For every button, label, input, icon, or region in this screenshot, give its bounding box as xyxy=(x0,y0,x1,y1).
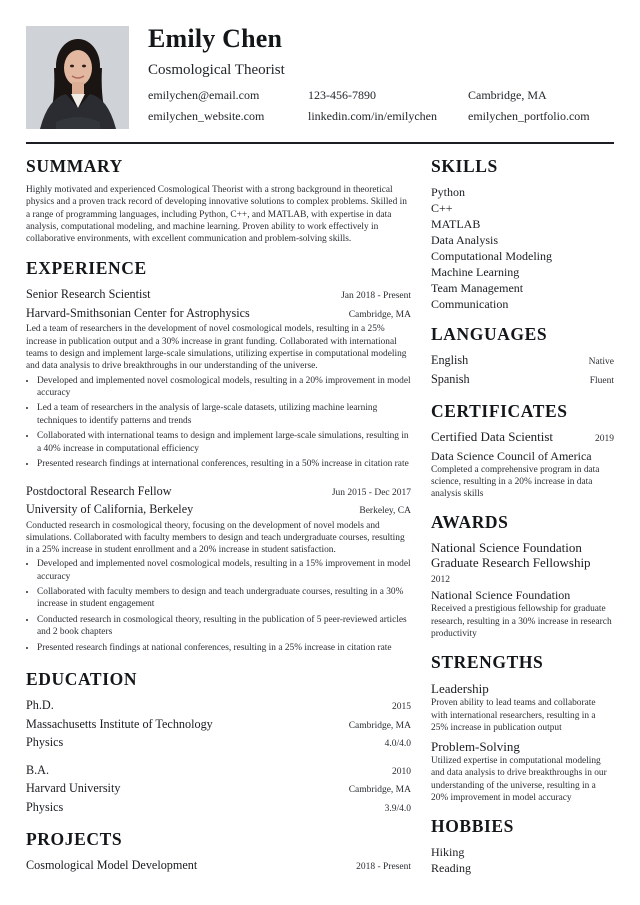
contact-phone[interactable]: 123-456-7890 xyxy=(308,88,376,102)
contact-portfolio[interactable]: emilychen_portfolio.com xyxy=(468,109,590,123)
award-issuer: National Science Foundation xyxy=(431,588,571,603)
language-name: English xyxy=(431,353,469,367)
contact-location: Cambridge, MA xyxy=(468,88,547,102)
list-item: MATLAB xyxy=(431,217,481,231)
list-item: • Conducted research in cosmological theory, resulting in the publication of 5 peer-reviewed articles and 2 book chapters xyxy=(37,614,411,639)
language-level: Fluent xyxy=(589,375,614,386)
experience-section xyxy=(26,256,411,654)
list-item: C++ xyxy=(431,201,453,215)
summary-section xyxy=(26,154,411,245)
award-year: 2012 xyxy=(431,575,450,586)
list-item: Communication xyxy=(431,297,509,311)
gpa: 4.0/4.0 xyxy=(384,739,411,750)
job-dates: Jan 2018 - Present xyxy=(341,291,411,302)
job-dates: Jun 2015 - Dec 2017 xyxy=(331,487,411,498)
summary-text: Highly motivated and experienced Cosmological Theorist with a strong background in theoretical physics and a proven track record of developing innovative solutions to complex problems. Skilled in a range of programming languages, including Python, C++, and MATLAB, with expertise in data analysis, computational modeling, and machine learning. Proven ability to work effectively in collaborative environments, with excellent communication and problem-solving skills. xyxy=(26,185,407,245)
list-item: Machine Learning xyxy=(431,265,520,279)
certificate-year: 2019 xyxy=(595,434,614,444)
field-of-study: Physics xyxy=(26,735,64,750)
education-entry xyxy=(26,697,411,753)
list-item: • Presented research findings at national conferences, resulting in a 25% increase in citation rate xyxy=(37,642,411,654)
candidate-role: Cosmological Theorist xyxy=(148,62,285,78)
list-item: Reading xyxy=(431,861,471,876)
certificate-name: Certified Data Scientist xyxy=(431,429,554,444)
field-of-study: Physics xyxy=(26,799,64,814)
list-item: • Led a team of researchers in the analysis of large-scale datasets, utilizing machine learning techniques to identify patterns and trends xyxy=(37,402,411,427)
job-position: Postdoctoral Research Fellow xyxy=(26,483,172,498)
candidate-name: Emily Chen xyxy=(148,24,283,53)
certificate-issuer: Data Science Council of America xyxy=(431,448,592,463)
project-dates: 2018 - Present xyxy=(356,862,411,873)
job-description: Conducted research in cosmological theory, focusing on the development of novel models and simulations. Collaborated with faculty members to design and teach undergraduate courses, resulting in a 25% increase in student enrollment and a 20% increase in student satisfaction. xyxy=(26,520,405,556)
list-item: Computational Modeling xyxy=(431,249,552,263)
job-location: Cambridge, MA xyxy=(348,309,411,320)
section-title: CERTIFICATES xyxy=(431,401,568,421)
job-location: Berkeley, CA xyxy=(359,506,411,516)
graduation-year: 2010 xyxy=(392,766,411,777)
list-item: Hiking xyxy=(431,845,465,860)
language-name: Spanish xyxy=(431,371,470,386)
job-bullets xyxy=(26,375,411,471)
education-entry xyxy=(26,762,411,818)
person-portrait-icon xyxy=(26,26,129,129)
contact-linkedin[interactable]: linkedin.com/in/emilychen xyxy=(308,109,437,123)
projects-section xyxy=(26,827,411,876)
school: Massachusetts Institute of Technology xyxy=(26,716,213,731)
main-column xyxy=(26,154,411,876)
job-description: Led a team of researchers in the development of novel cosmological models, resulting in a 25% increase in publication output and a 30% increase in grant funding. Collaborated with international teams to design and implement large-scale simulations, utilizing expertise in computational modeling and data analysis to drive breakthroughs in our understanding of the universe. xyxy=(26,324,407,372)
language-row xyxy=(431,371,614,390)
school-location: Cambridge, MA xyxy=(348,720,411,731)
section-title: PROJECTS xyxy=(26,829,123,850)
education-section xyxy=(26,667,411,817)
hobbies-list xyxy=(431,844,614,876)
section-title: EDUCATION xyxy=(26,669,138,690)
degree: Ph.D. xyxy=(26,698,54,713)
skills-section xyxy=(431,154,614,312)
list-item: • Developed and implemented novel cosmological models, resulting in a 15% improvement in model accuracy xyxy=(37,558,411,583)
languages-section xyxy=(431,322,614,389)
contact-website[interactable]: emilychen_website.com xyxy=(148,109,265,123)
profile-photo xyxy=(26,26,129,129)
list-item: • Collaborated with faculty members to design and teach undergraduate courses, resulting in a 30% increase in student engagement xyxy=(37,586,411,611)
section-title: LANGUAGES xyxy=(431,324,548,344)
language-row xyxy=(431,352,614,371)
job-organization: University of California, Berkeley xyxy=(26,502,194,516)
list-item: Data Analysis xyxy=(431,233,498,247)
experience-entry xyxy=(26,483,411,655)
section-title: HOBBIES xyxy=(431,816,514,837)
school-location: Cambridge, MA xyxy=(348,785,411,796)
section-title: STRENGTHS xyxy=(431,652,544,673)
strength-name: Problem-Solving xyxy=(431,739,520,755)
certificates-section xyxy=(431,399,614,500)
school: Harvard University xyxy=(26,781,121,796)
header-divider xyxy=(26,142,614,144)
strength-name: Leadership xyxy=(431,681,489,697)
section-title: AWARDS xyxy=(431,512,509,533)
list-item: Team Management xyxy=(431,281,524,295)
award-name: National Science Foundation Graduate Research Fellowship xyxy=(431,540,591,571)
graduation-year: 2015 xyxy=(392,702,411,713)
job-bullets xyxy=(26,558,411,654)
job-organization: Harvard-Smithsonian Center for Astrophysics xyxy=(26,305,250,320)
project-name: Cosmological Model Development xyxy=(26,858,198,873)
language-level: Native xyxy=(588,357,614,367)
section-title: SUMMARY xyxy=(26,156,123,176)
strength-description: Utilized expertise in computational modeling and data analysis to drive breakthroughs in our understanding of the universe, resulting in a 20% improvement in model accuracy xyxy=(431,756,607,804)
gpa: 3.9/4.0 xyxy=(384,803,411,814)
certificate-description: Completed a comprehensive program in data science, resulting in a 20% increase in data analysis skills xyxy=(431,464,600,500)
side-column xyxy=(431,154,614,876)
strengths-section xyxy=(431,650,614,804)
skills-list xyxy=(431,184,614,312)
contact-info xyxy=(148,88,618,124)
list-item: Python xyxy=(431,185,466,199)
section-title: EXPERIENCE xyxy=(26,258,147,279)
award-description: Received a prestigious fellowship for graduate research, resulting in a 30% increase in research productivity xyxy=(431,604,612,639)
project-entry xyxy=(26,857,411,876)
contact-email[interactable]: emilychen@email.com xyxy=(148,88,260,102)
section-title: SKILLS xyxy=(431,156,498,176)
list-item: • Collaborated with international teams to design and implement large-scale simulations, resulting in a 40% increase in computational efficiency xyxy=(37,430,411,455)
degree: B.A. xyxy=(26,762,50,777)
job-position: Senior Research Scientist xyxy=(26,287,151,302)
hobbies-section xyxy=(431,814,614,876)
experience-entry xyxy=(26,286,411,470)
list-item: • Presented research findings at international conferences, resulting in a 50% increase in citation rate xyxy=(37,458,411,470)
awards-section xyxy=(431,510,614,640)
strength-description: Proven ability to lead teams and collaborate with international researchers, resulting in a 25% increase in publication output xyxy=(431,698,596,733)
list-item: • Developed and implemented novel cosmological models, resulting in a 20% improvement in model accuracy xyxy=(37,375,411,400)
